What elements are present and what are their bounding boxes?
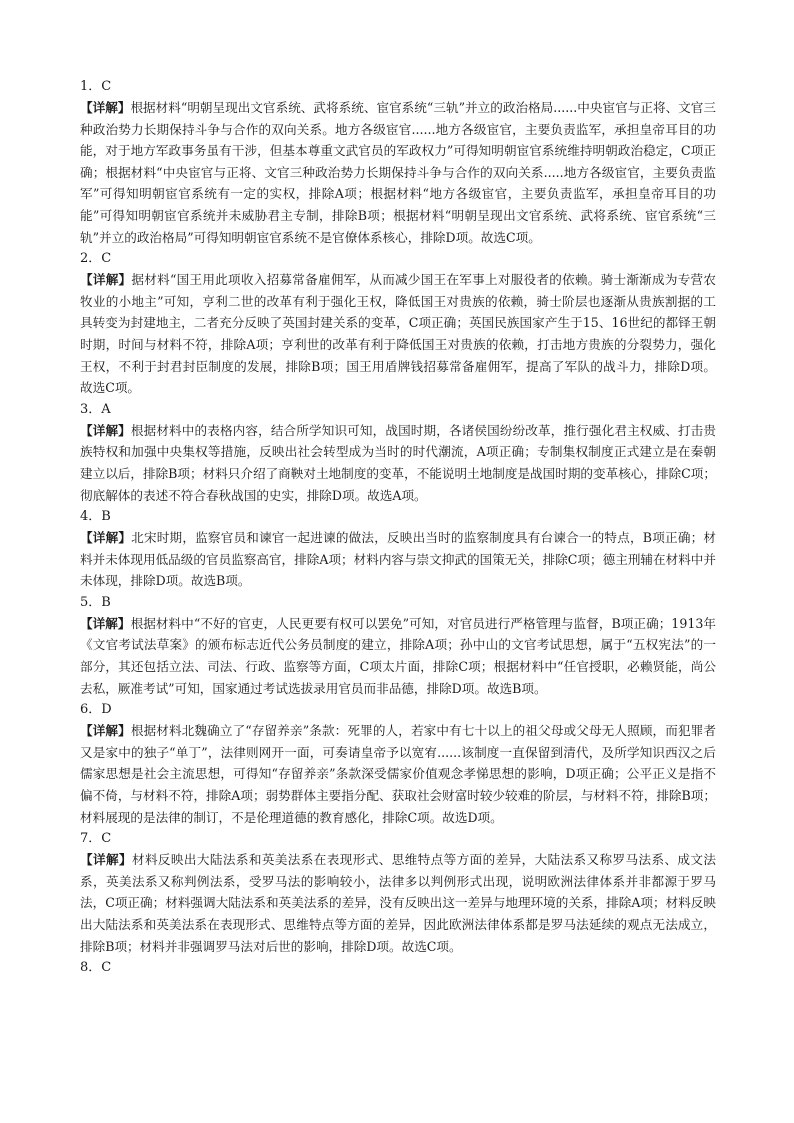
answer-explanation xyxy=(80,269,716,399)
answer-number: 8．C xyxy=(80,960,112,976)
explanation-tag: 【详解】 xyxy=(80,422,131,438)
explanation-tag: 【详解】 xyxy=(80,272,132,288)
explanation-tag: 【详解】 xyxy=(80,615,131,631)
explanation-text: 根据材料中的表格内容，结合所学知识可知，战国时期，各诸侯国纷纷改革，推行强化君主权威、打击贵族特权和加强中央集权等措施，反映出社会转型成为当时的时代潮流，A项正确；专制集权制度正式建立是在秦朝建立以后，排除B项；材料只介绍了商鞅对土地制度的变革，不能说明土地制度是战国时期的变革核心，排除C项；彻底解体的表述不符合春秋战国的史实，排除D项。故选A项。 xyxy=(80,422,717,503)
answer-number: 1．C xyxy=(80,79,112,94)
answer-number: 2．C xyxy=(80,251,112,267)
answer-explanation xyxy=(80,97,716,248)
explanation-text: 据材料“国王用此项收入招募常备雇佣军，从而减少国王在军事上对服役者的依赖。骑士渐渐成为专营农牧业的小地主”可知，亨利二世的改革有利于强化王权，降低国王对贵族的依赖，骑士阶层也逐渐从贵族割据的工具转变为封建地主，二者充分反映了英国封建关系的变革，C项正确；英国民族国家产生于15、16世纪的都铎王朝时期，时间与材料不符，排除A项；亨利世的改革有利于降低国王对贵族的依赖，打击地方贵族的分裂势力，强化王权，不利于封君封臣制度的发展，排除B项；国王用盾牌钱招募常备雇佣军，提高了军队的战斗力，排除D项。故选C项。 xyxy=(80,272,716,396)
answer-item-6 xyxy=(80,699,716,828)
answer-explanation xyxy=(80,849,716,957)
answer-explanation xyxy=(80,720,716,828)
explanation-text: 根据材料北魏确立了“存留养亲”条款：死罪的人，若家中有七十以上的祖父母或父母无人照顾，而犯罪者又是家中的独子“单丁”，法律则网开一面，可奏请皇帝予以宽宥......该制度一直保留到清代，及所学知识西汉之后儒家思想是社会主流思想，可得知“存留养亲”条款深受儒家价值观念孝悌思想的影响，D项正确；公平正义是指不偏不倚，与材料不符，排除A项；弱势群体主要指分配、获取社会财富时较少较难的阶层，与材料不符，排除B项；材料展现的是法律的制订，不是伦理道德的教育感化，排除C项。故选D项。 xyxy=(80,723,716,825)
answer-explanation xyxy=(80,420,716,506)
answer-number: 5．B xyxy=(80,594,111,610)
explanation-tag: 【详解】 xyxy=(80,723,131,739)
answer-explanation xyxy=(80,613,716,699)
explanation-tag: 【详解】 xyxy=(80,530,132,546)
answer-document xyxy=(80,76,716,978)
explanation-text: 材料反映出大陆法系和英美法系在表现形式、思维特点等方面的差异，大陆法系又称罗马法系、成文法系，英美法系又称判例法系，受罗马法的影响较小，法律多以判例形式出现，说明欧洲法律体系并非都源于罗马法，C项正确；材料强调大陆法系和英美法系的差异，没有反映出这一差异与地理环境的关系，排除A项；材料反映出大陆法系和英美法系在表现形式、思维特点等方面的差异，因此欧洲法律体系都是罗马法延续的观点无法成立，排除B项；材料并非强调罗马法对后世的影响，排除D项。故选C项。 xyxy=(80,852,717,954)
explanation-text: 根据材料中“不好的官吏，人民更要有权可以罢免”可知，对官员进行严格管理与监督，B项正确；1913年《文官考试法草案》的颁布标志近代公务员制度的建立，排除A项；孙中山的文官考试思想，属于“五权宪法”的一部分，其还包括立法、司法、行政、监察等方面，C项太片面，排除C项；根据材料中“任官授职，必赖贤能，尚公去私，厥准考试”可知，国家通过考试选拔录用官员而非品德，排除D项。故选B项。 xyxy=(80,615,717,696)
explanation-text: 根据材料“明朝呈现出文官系统、武将系统、宦官系统“三轨”并立的政治格局......中央宦官与正将、文官三种政治势力长期保持斗争与合作的双向关系。地方各级宦官......地方各级宦官，主要负责监军，承担皇帝耳目的功能，对于地方军政事务虽有干涉，但基本尊重文武官员的军政权力”可得知明朝宦官系统维持明朝政治稳定，C项正确；根据材料“中央宦官与正将、文官三种政治势力长期保持斗争与合作的双向关系.....地方各级宦官，主要负责监军”可得知明朝宦官系统有一定的实权，排除A项；根据材料“地方各级宦官，主要负责监军，承担皇帝耳目的功能”可得知明朝宦官系统并未威胁君主专制，排除B项；根据材料“明朝呈现出文官系统、武将系统、宦官系统“三轨”并立的政治格局”可得知明朝宦官系统不是官僚体系核心，排除D项。故选C项。 xyxy=(80,100,716,245)
explanation-text: 北宋时期，监察官员和谏官一起进谏的做法，反映出当时的监察制度具有台谏合一的特点，B项正确；材料并未体现用低品级的官员监察高官，排除A项；材料内容与崇文抑武的国策无关，排除C项；德主刑辅在材料中并未体现，排除D项。故选B项。 xyxy=(80,530,716,589)
explanation-tag: 【详解】 xyxy=(80,852,132,868)
answer-number: 7．C xyxy=(80,831,112,847)
answer-item-1 xyxy=(80,76,716,248)
answer-item-2 xyxy=(80,248,716,399)
answer-number: 4．B xyxy=(80,509,111,525)
answer-item-8 xyxy=(80,957,716,978)
answer-item-7 xyxy=(80,828,716,957)
explanation-tag: 【详解】 xyxy=(80,100,131,115)
answer-item-3 xyxy=(80,399,716,506)
answer-item-4 xyxy=(80,506,716,592)
answer-number: 3．A xyxy=(80,401,111,417)
answer-number: 6．D xyxy=(80,702,112,718)
answer-item-5 xyxy=(80,592,716,699)
answer-explanation xyxy=(80,527,716,592)
